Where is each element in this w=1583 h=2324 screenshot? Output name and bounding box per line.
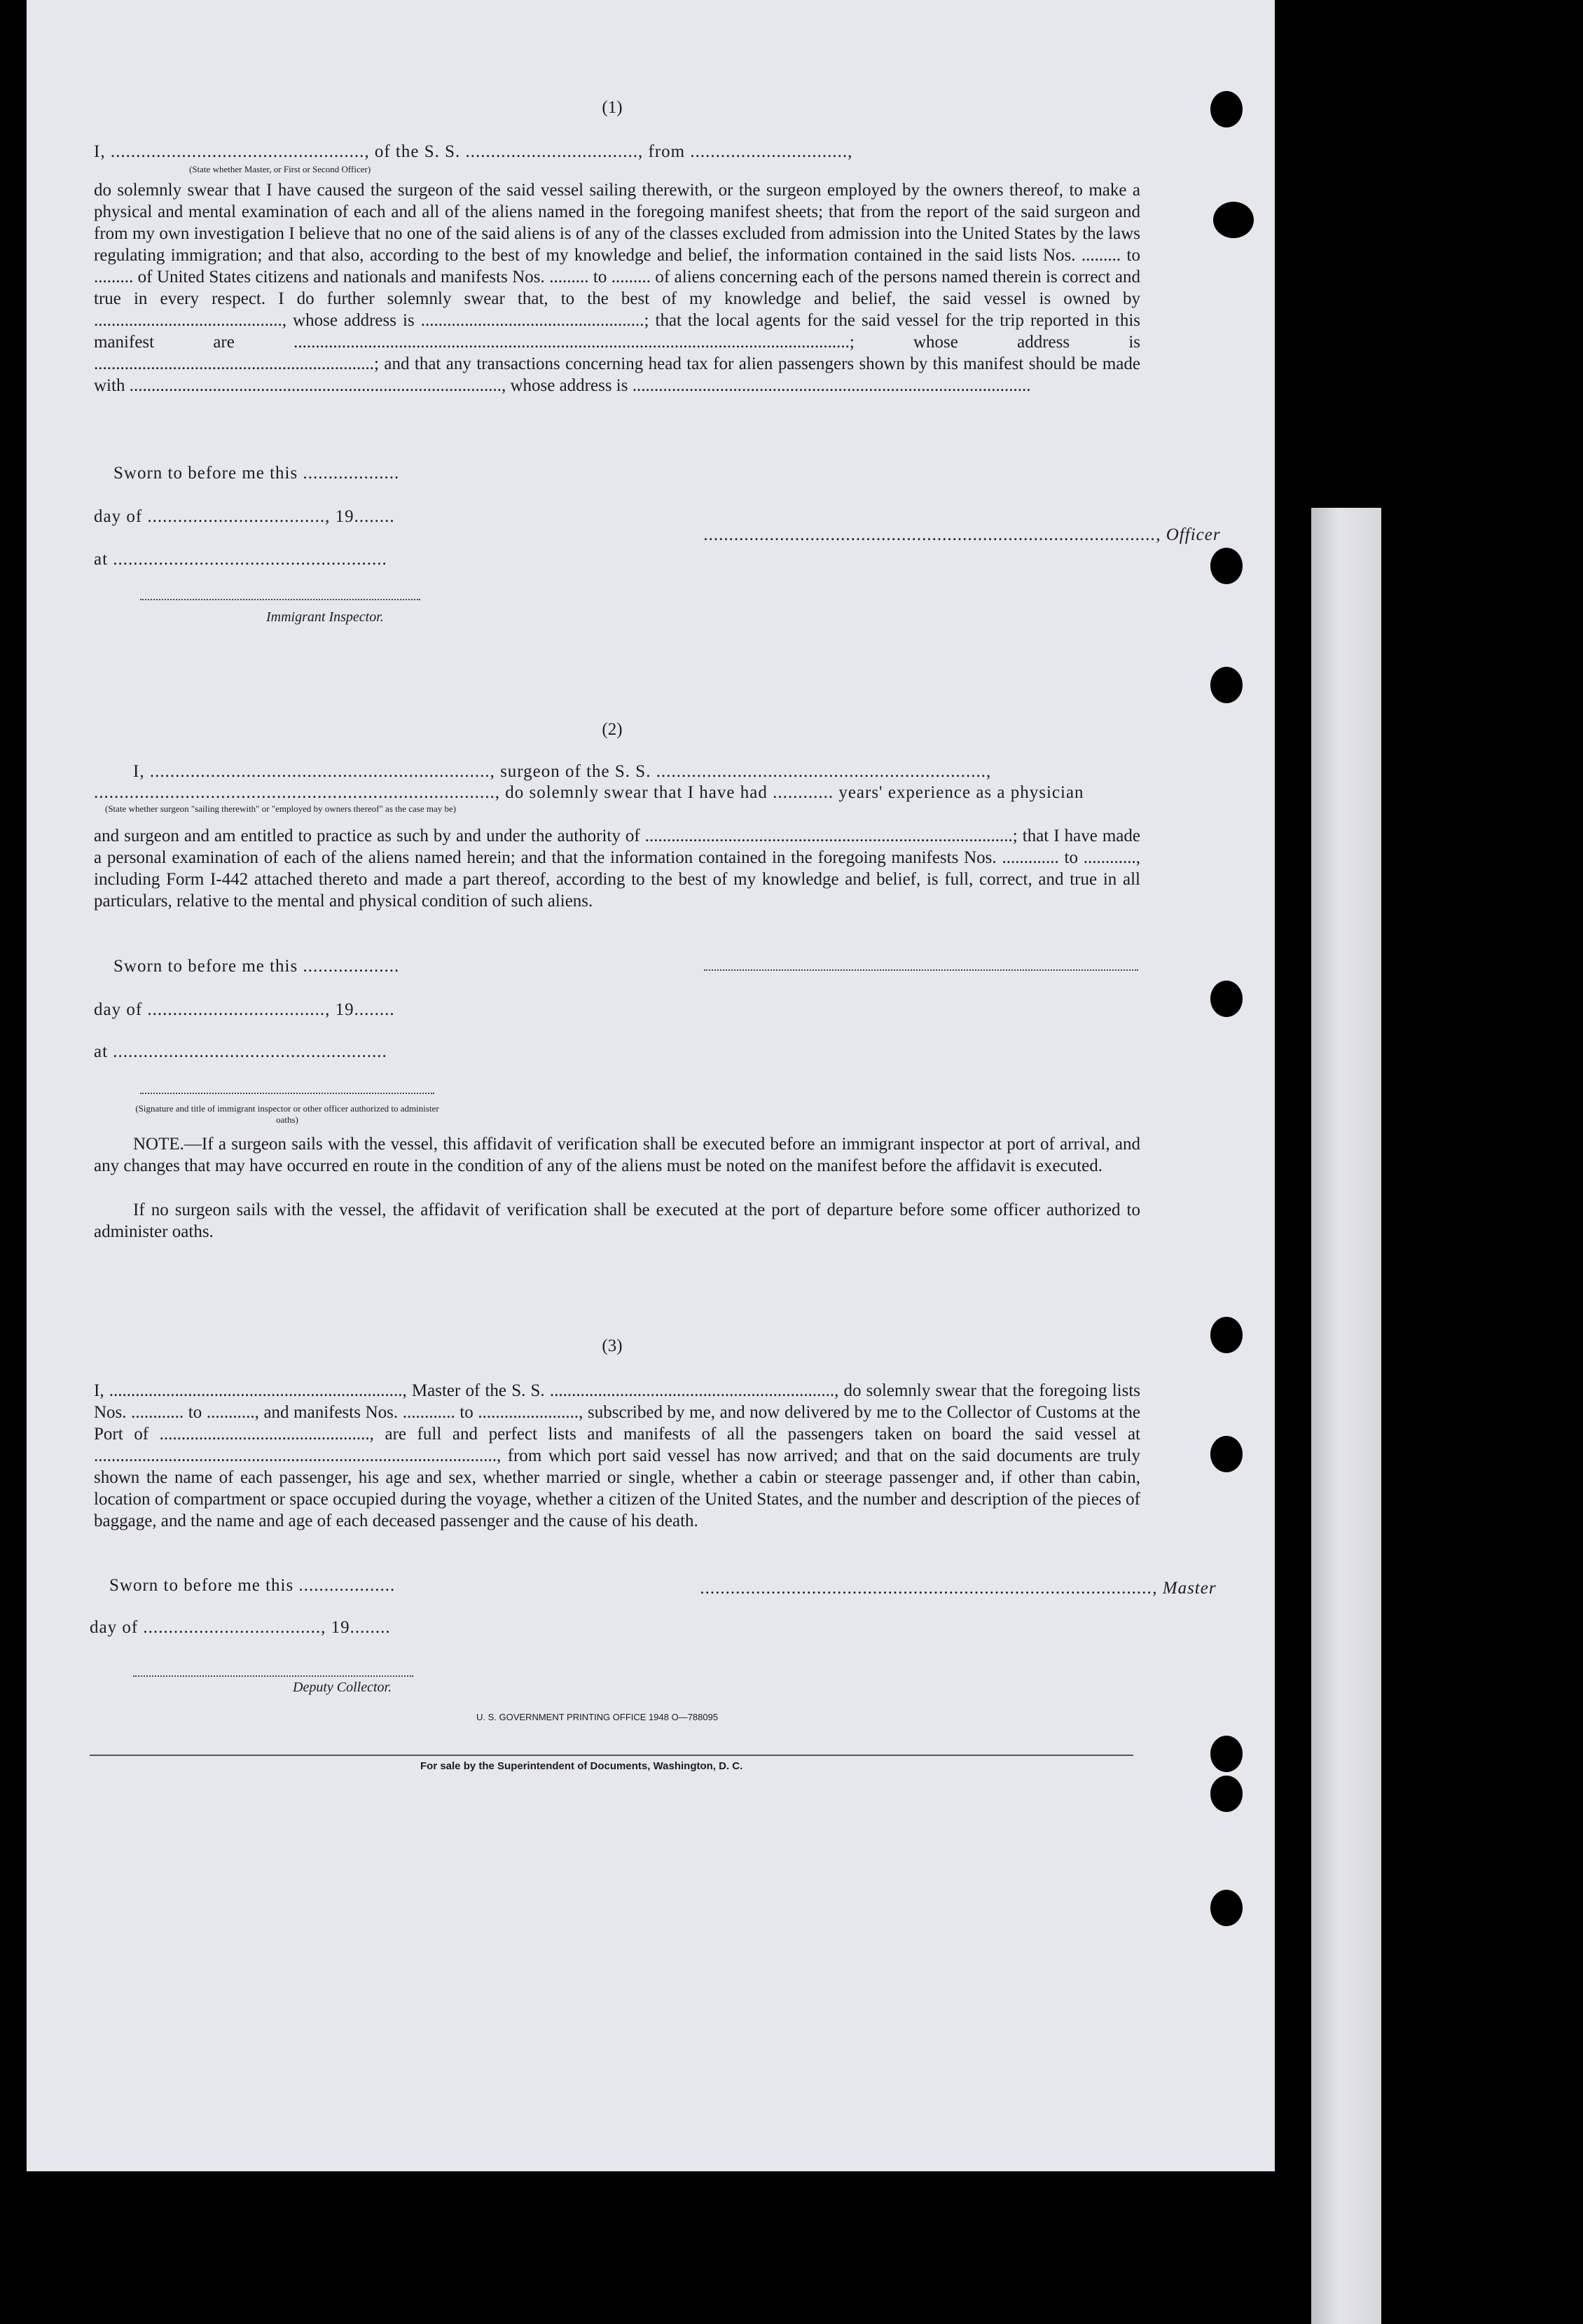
section-2-signature-rule: [140, 1093, 434, 1094]
section-2-sworn: Sworn to before me this ...................: [113, 957, 400, 976]
section-1-header-line: I, .................................................., of the S. S. .................................., from ...............................,: [94, 142, 853, 161]
printing-office: U. S. GOVERNMENT PRINTING OFFICE 1948 O—788095: [476, 1712, 719, 1722]
section-1-body: [94, 179, 1140, 396]
section-3-day: day of ..................................., 19........: [90, 1618, 391, 1637]
binder-hole: [1210, 91, 1243, 127]
section-2-header-line-2: ..............................................................................., do solemnly swear that I have had ............ years' experience as a physician: [94, 783, 1084, 802]
section-3-deputy-rule: [133, 1675, 413, 1677]
section-2-day: day of ..................................., 19........: [94, 1000, 395, 1019]
section-1-header-caption: (State whether Master, or First or Second Officer): [189, 164, 371, 174]
section-2-header-line: I, ..................................................................., surgeon of the S. S. .................................................................,: [133, 762, 992, 781]
section-1-inspector: Immigrant Inspector.: [266, 609, 384, 625]
section-2-caption: [133, 1103, 441, 1126]
section-1-number: (1): [602, 98, 623, 117]
section-1-at: at ......................................................: [94, 550, 387, 569]
binder-hole: [1210, 1736, 1243, 1772]
section-1-day: day of ..................................., 19........: [94, 507, 395, 526]
section-3-deputy: Deputy Collector.: [293, 1680, 392, 1695]
binder-hole: [1210, 1317, 1243, 1353]
section-3-body-text: I, ..................................................................., Master of the S. S. ................................................................., do solemnly swear that the foregoing lists Nos. ............ to ..........., and manifests Nos. ............ to ......................., subscribed by me, and now delivered by me to the Collector of Customs at the Port of ................................................, are full and perfect lists and manifests of all the passengers taken on board the said vessel at ............................................................................................, from which port said vessel has now arrived; and that on the said documents are truly shown the name of each passenger, his age and sex, whether married or single, whether a cabin or steerage passenger and, if other than cabin, location of compartment or space occupied during the voyage, whether a citizen of the United States, and the number and description of the pieces of baggage, and the name and age of each deceased passenger and the cause of his death.: [94, 1381, 1140, 1530]
section-2-body: [94, 825, 1140, 912]
section-1-officer: ........................................................................................., Officer: [704, 525, 1221, 544]
paper-strip: [1311, 508, 1381, 2324]
section-2-caption-text: (Signature and title of immigrant inspector or other officer authorized to administer oaths): [135, 1103, 439, 1125]
section-2-number: (2): [602, 720, 623, 739]
sale-notice: For sale by the Superintendent of Documents, Washington, D. C.: [420, 1760, 743, 1772]
binder-hole: [1213, 202, 1254, 238]
section-3-body: [94, 1380, 1140, 1532]
section-2-signature-line: [704, 969, 1138, 971]
section-2-note-2: [94, 1199, 1140, 1243]
binder-hole: [1210, 981, 1243, 1017]
section-3-master: ........................................................................................., Master: [700, 1579, 1217, 1598]
section-2-body-text: and surgeon and am entitled to practice as such by and under the authority of ....................................................................................; that I have made a personal examination of each of the aliens named herein; and that the information contained in the foregoing manifests Nos. ............. to ............, including Form I-442 attached thereto and made a part thereof, according to the best of my knowledge and belief, is full, correct, and true in all particulars, relative to the mental and physical condition of such aliens.: [94, 826, 1140, 911]
section-2-note-2-text: If no surgeon sails with the vessel, the affidavit of verification shall be executed at the port of departure before some officer authorized to administer oaths.: [94, 1201, 1140, 1241]
binder-hole: [1210, 1436, 1243, 1472]
section-1-sworn: Sworn to before me this ...................: [113, 464, 400, 483]
section-1-inspector-rule: [140, 599, 420, 600]
binder-hole: [1210, 548, 1243, 584]
binder-hole: [1210, 1890, 1243, 1926]
footer-rule: [90, 1755, 1133, 1756]
section-2-note-1: [94, 1133, 1140, 1177]
section-2-at: at ......................................................: [94, 1042, 387, 1061]
binder-hole: [1210, 667, 1243, 703]
section-3-sworn: Sworn to before me this ...................: [109, 1576, 396, 1595]
section-1-body-text: do solemnly swear that I have caused the surgeon of the said vessel sailing therewith, or the surgeon employed by the owners thereof, to make a physical and mental examination of each and all of the aliens named in the foregoing manifest sheets; that from the report of the said surgeon and from my own investigation I believe that no one of the said aliens is of any of the classes excluded from admission into the United States by the laws regulating immigration; and that also, according to the best of my knowledge and belief, the information contained in the said lists Nos. ......... to ......... of United States citizens and nationals and manifests Nos. ......... to ......... of aliens concerning each of the persons named therein is correct and true in every respect. I do further solemnly swear that, to the best of my knowledge and belief, the said vessel is owned by ..........................................., whose address is ...................................................; that the local agents for the said vessel for the trip reported in this manifest are ...............................................................................................................................; whose address is ................................................................; and that any transactions concerning head tax for alien passengers shown by this manifest should be made with ....................................................................................., whose address is ...........................................................................................: [94, 181, 1140, 395]
section-2-header-caption: (State whether surgeon "sailing therewith" or "employed by owners thereof" as the case may be): [105, 803, 457, 814]
binder-hole: [1210, 1776, 1243, 1812]
section-2-note-1-text: NOTE.—If a surgeon sails with the vessel, this affidavit of verification shall be executed before an immigrant inspector at port of arrival, and any changes that may have occurred en route in the condition of any of the aliens must be noted on the manifest before the affidavit is executed.: [94, 1135, 1140, 1175]
section-3-number: (3): [602, 1336, 623, 1355]
